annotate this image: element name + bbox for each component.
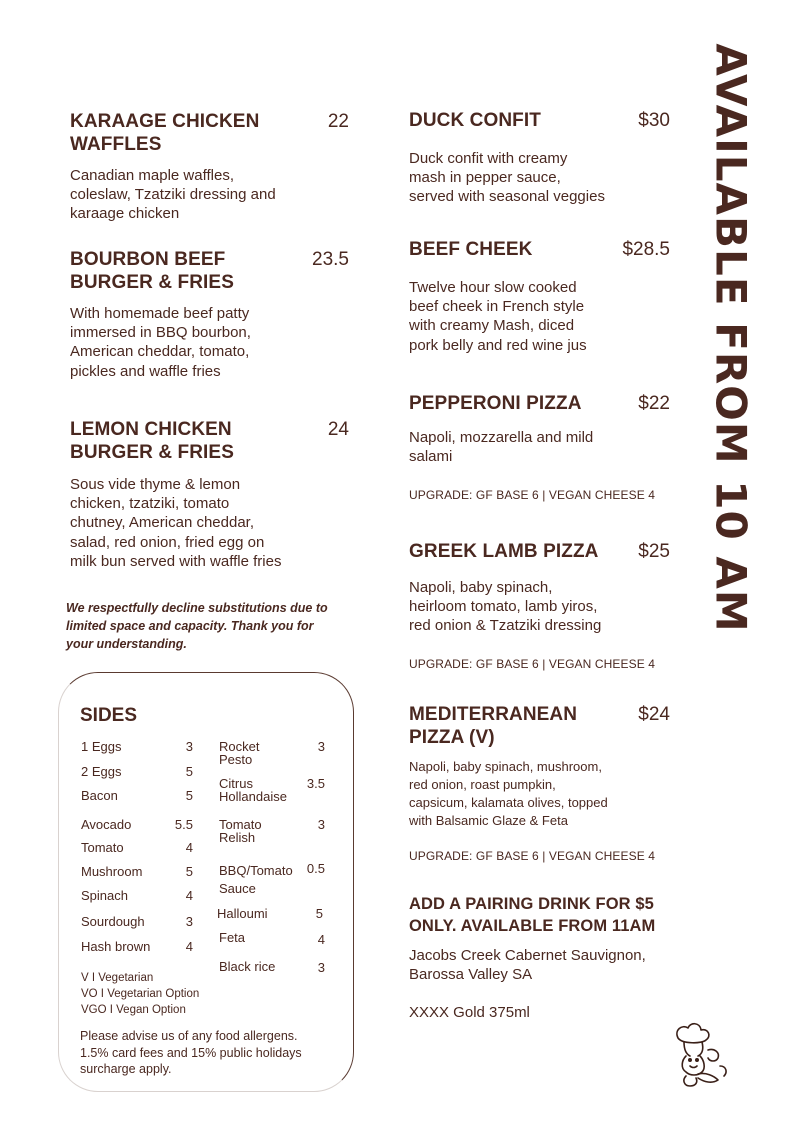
upgrade-note: UPGRADE: GF BASE 6 | VEGAN CHEESE 4 [409,849,656,863]
item-price: $25 [638,541,670,562]
side-name: Black rice [219,959,276,974]
item-title: PEPPERONI PIZZA [409,393,582,414]
drink-description: Jacobs Creek Cabernet Sauvignon, Barossa Valley SA [409,947,646,984]
item-price: $28.5 [622,239,670,260]
upgrade-note: UPGRADE: GF BASE 6 | VEGAN CHEESE 4 [409,657,656,671]
side-name: Rocket Pesto [219,739,260,767]
sides-title: SIDES [80,705,138,726]
side-name: 1 Eggs [81,739,122,754]
availability-banner: AVAILABLE FROM 10 AM [706,43,756,633]
chef-doodle-icon [668,1020,736,1090]
item-title: DUCK CONFIT [409,110,541,131]
item-description: Sous vide thyme & lemon chicken, tzatziki, tomato chutney, American cheddar, salad, red onion, fried egg on milk bun served with waffle fries [70,476,282,570]
side-price: 4 [185,888,193,903]
item-title: BOURBON BEEF BURGER & FRIES [70,249,234,293]
side-name: Feta [219,930,246,945]
side-price: 5 [185,788,193,803]
side-name: Sourdough [81,914,145,929]
item-price: 22 [327,111,349,132]
side-price: 3 [185,914,193,929]
item-price: 23.5 [312,249,349,270]
side-name: Hash brown [81,939,151,954]
side-price: 3 [317,739,325,754]
side-price: 3 [185,739,193,754]
side-name: Mushroom [81,864,143,879]
allergy-note: Please advise us of any food allergens. 1.5% card fees and 15% public holidays surcharge apply. [80,1029,302,1076]
side-price: 5 [185,864,193,879]
side-name: Tomato Relish [219,817,262,845]
side-name: Tomato [81,840,124,855]
diet-legend: V I Vegetarian VO I Vegetarian Option VGO I Vegan Option [81,972,200,1016]
side-price: 5.5 [174,817,193,832]
drink-title: ADD A PAIRING DRINK FOR $5 ONLY. AVAILABLE FROM 11AM [409,895,656,935]
side-name: Spinach [81,888,128,903]
item-description: Canadian maple waffles, coleslaw, Tzatziki dressing and karaage chicken [70,167,276,223]
side-name: Bacon [81,788,118,803]
item-price: $24 [638,704,670,725]
side-price: 4 [185,939,193,954]
side-name: Citrus Hollandaise [219,776,287,804]
item-description: Napoli, baby spinach, heirloom tomato, lamb yiros, red onion & Tzatziki dressing [409,579,602,635]
side-name: Avocado [81,817,132,832]
item-title: BEEF CHEEK [409,239,533,260]
side-price: 3.5 [306,776,325,791]
item-title: KARAAGE CHICKEN WAFFLES [70,111,260,155]
side-price: 3 [317,817,325,832]
item-price: $22 [638,393,670,414]
side-price: 4 [317,932,325,947]
side-name: Halloumi [217,906,268,921]
substitution-note: We respectfully decline substitutions due to limited space and capacity. Thank you for your understanding. [66,601,328,651]
item-description: With homemade beef patty immersed in BBQ bourbon, American cheddar, tomato, pickles and waffle fries [70,305,251,380]
side-price: 5 [185,764,193,779]
item-price: 24 [327,419,349,440]
item-title: LEMON CHICKEN BURGER & FRIES [70,419,234,463]
item-title: MEDITERRANEAN PIZZA (V) [409,704,578,748]
side-name: 2 Eggs [81,764,122,779]
item-description: Duck confit with creamy mash in pepper sauce, served with seasonal veggies [409,150,605,206]
side-price: 4 [185,840,193,855]
upgrade-note: UPGRADE: GF BASE 6 | VEGAN CHEESE 4 [409,488,656,502]
item-description: Napoli, mozzarella and mild salami [409,429,594,466]
side-name: BBQ/Tomato Sauce [219,863,293,896]
item-description: Twelve hour slow cooked beef cheek in French style with creamy Mash, diced pork belly and red wine jus [409,279,587,354]
item-title: GREEK LAMB PIZZA [409,541,599,562]
drink-extra: XXXX Gold 375ml [409,1004,530,1021]
side-price: 5 [315,906,323,921]
side-price: 3 [317,960,325,975]
side-price: 0.5 [306,861,325,876]
item-price: $30 [638,110,670,131]
item-description: Napoli, baby spinach, mushroom, red onion, roast pumpkin, capsicum, kalamata olives, topped with Balsamic Glaze & Feta [409,759,608,828]
